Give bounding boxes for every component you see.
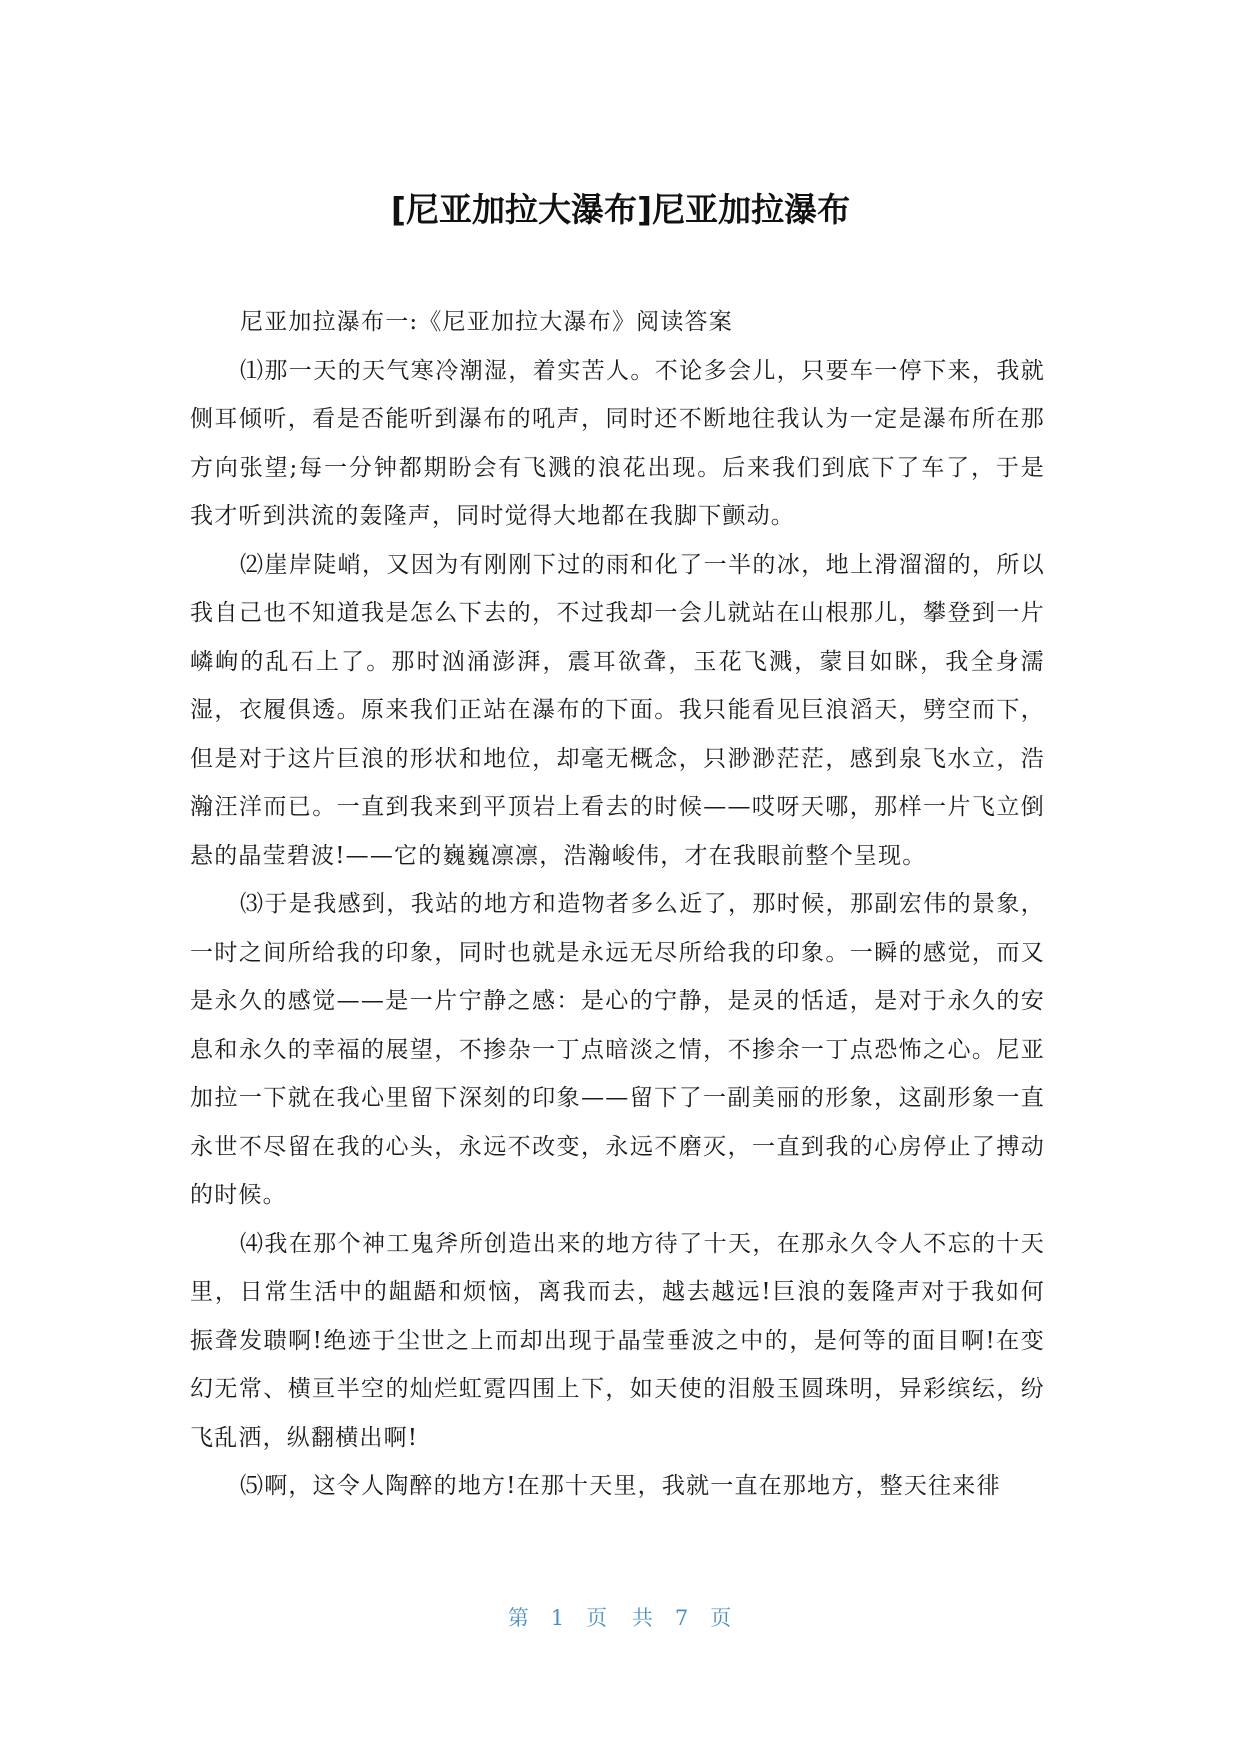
page-footer xyxy=(0,1602,1241,1632)
footer-label-pre: 第 xyxy=(507,1606,531,1630)
footer-label-post: 页 xyxy=(710,1606,734,1630)
footer-page-current: 1 xyxy=(550,1606,567,1630)
footer-label-mid: 页 共 xyxy=(586,1606,655,1630)
document-body xyxy=(190,298,1045,1511)
footer-page-total: 7 xyxy=(674,1606,691,1630)
paragraph-2: ⑵崖岸陡峭，又因为有刚刚下过的雨和化了一半的冰，地上滑溜溜的，所以我自己也不知道我是怎么下去的，不过我却一会儿就站在山根那儿，攀登到一片嶙峋的乱石上了。那时汹涌澎湃，震耳欲聋，玉花飞溅，蒙目如眯，我全身濡湿，衣履俱透。原来我们正站在瀑布的下面。我只能看见巨浪滔天，劈空而下，但是对于这片巨浪的形状和地位，却毫无概念，只渺渺茫茫，感到泉飞水立，浩瀚汪洋而已。一直到我来到平顶岩上看去的时候——哎呀天哪，那样一片飞立倒悬的晶莹碧波!——它的巍巍凛凛，浩瀚峻伟，才在我眼前整个呈现。 xyxy=(190,551,1045,869)
page-title: [尼亚加拉大瀑布]尼亚加拉瀑布 xyxy=(390,190,851,229)
paragraph-4: ⑷我在那个神工鬼斧所创造出来的地方待了十天，在那永久令人不忘的十天里，日常生活中的龃龉和烦恼，离我而去，越去越远!巨浪的轰隆声对于我如何振聋发聩啊!绝迹于尘世之上而却出现于晶莹垂波之中的，是何等的面目啊!在变幻无常、横亘半空的灿烂虹霓四围上下，如天使的泪般玉圆珠明，异彩缤纭，纷飞乱洒，纵翻横出啊! xyxy=(190,1230,1045,1451)
paragraph-heading: 尼亚加拉瀑布一:《尼亚加拉大瀑布》阅读答案 xyxy=(240,309,733,335)
paragraph-3: ⑶于是我感到，我站的地方和造物者多么近了，那时候，那副宏伟的景象，一时之间所给我的印象，同时也就是永远无尽所给我的印象。一瞬的感觉，而又是永久的感觉——是一片宁静之感：是心的宁静，是灵的恬适，是对于永久的安息和永久的幸福的展望，不掺杂一丁点暗淡之情，不掺余一丁点恐怖之心。尼亚加拉一下就在我心里留下深刻的印象——留下了一副美丽的形象，这副形象一直永世不尽留在我的心头，永远不改变，永远不磨灭，一直到我的心房停止了搏动的时候。 xyxy=(190,891,1045,1208)
paragraph-5: ⑸啊，这令人陶醉的地方!在那十天里，我就一直在那地方，整天往来徘 xyxy=(240,1473,1001,1499)
paragraph-1: ⑴那一天的天气寒冷潮湿，着实苦人。不论多会儿，只要车一停下来，我就侧耳倾听，看是否能听到瀑布的吼声，同时还不断地往我认为一定是瀑布所在那方向张望;每一分钟都期盼会有飞溅的浪花出现。后来我们到底下了车了，于是我才听到洪流的轰隆声，同时觉得大地都在我脚下颤动。 xyxy=(190,357,1045,529)
